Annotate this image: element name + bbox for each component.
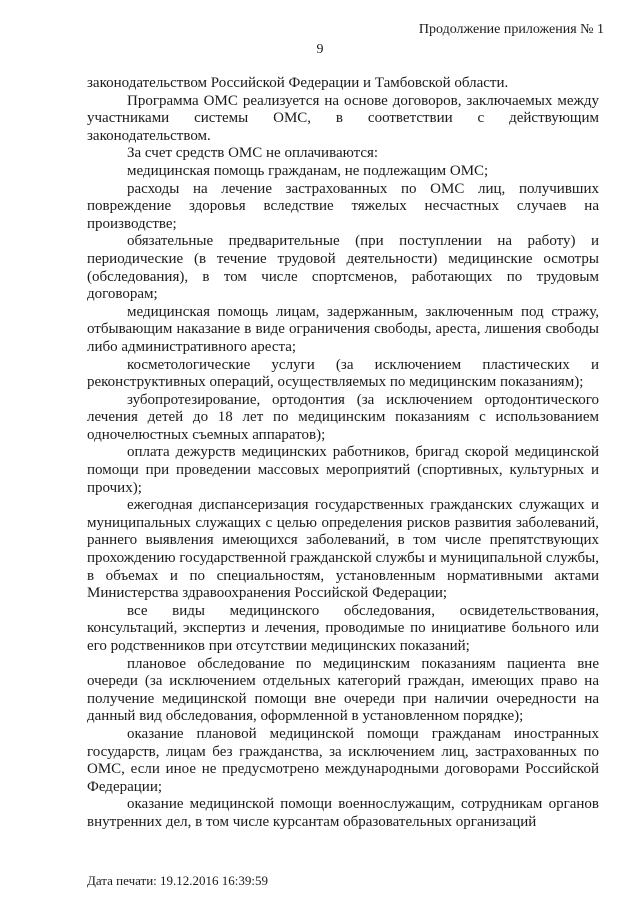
list-item: плановое обследование по медицинским показаниям пациента вне очереди (за исключением отдельных категорий граждан, имеющих право на получение медицинской помощи вне очереди при наличии очередности на данный вид обследования, оформленной в установленном порядке); — [87, 655, 599, 725]
document-body — [87, 75, 599, 832]
list-item: косметологические услуги (за исключением пластических и реконструктивных операций, осуществляемых по медицинским показаниям); — [87, 356, 599, 391]
list-item: оплата дежурств медицинских работников, бригад скорой медицинской помощи при проведении массовых мероприятий (спортивных, культурных и прочих); — [87, 444, 599, 496]
paragraph: За счет средств ОМС не оплачиваются: — [127, 145, 379, 162]
list-item: медицинская помощь лицам, задержанным, заключенным под стражу, отбывающим наказание в виде ограничения свободы, ареста, лишения свободы либо административного ареста; — [87, 303, 599, 355]
page-number: 9 — [316, 42, 324, 57]
print-date: Дата печати: 19.12.2016 16:39:59 — [87, 873, 269, 888]
list-item: зубопротезирование, ортодонтия (за исключением ортодонтического лечения детей до 18 лет по медицинским показаниям с использованием одночелюстных съемных аппаратов); — [87, 391, 599, 443]
paragraph-continuation: законодательством Российской Федерации и Тамбовской области. — [87, 75, 509, 91]
paragraph: Программа ОМС реализуется на основе договоров, заключаемых между участниками системы ОМС, в соответствии с действующим законодательством. — [87, 92, 599, 144]
list-item: расходы на лечение застрахованных по ОМС лиц, получивших повреждение здоровья вследствие тяжелых несчастных случаев на производстве; — [87, 180, 599, 232]
list-item: все виды медицинского обследования, освидетельствования, консультаций, экспертиз и лечения, проводимые по инициативе больного или его родственников при отсутствии медицинских показаний; — [87, 602, 599, 654]
list-item: медицинская помощь гражданам, не подлежащим ОМС; — [127, 162, 489, 179]
list-item: ежегодная диспансеризация государственных гражданских служащих и муниципальных служащих с целью определения рисков развития заболеваний, раннего выявления имеющихся заболеваний, в том числе препятствующих прохождению государственной гражданской службы и муниципальной службы, в объемах и по специальностям, установленным нормативными актами Министерства здравоохранения Российской Федерации; — [87, 497, 599, 602]
list-item: оказание плановой медицинской помощи гражданам иностранных государств, лицам без гражданства, за исключением лиц, застрахованных по ОМС, если иное не предусмотрено международными договорами Российской Федерации; — [87, 725, 599, 795]
list-item: оказание медицинской помощи военнослужащим, сотрудникам органов внутренних дел, в том числе курсантам образовательных организаций — [87, 796, 599, 830]
appendix-header: Продолжение приложения № 1 — [418, 22, 604, 37]
list-item: обязательные предварительные (при поступлении на работу) и периодические (в течение трудовой деятельности) медицинские осмотры (обследования), в том числе спортсменов, работающих по трудовым договорам; — [87, 233, 599, 303]
